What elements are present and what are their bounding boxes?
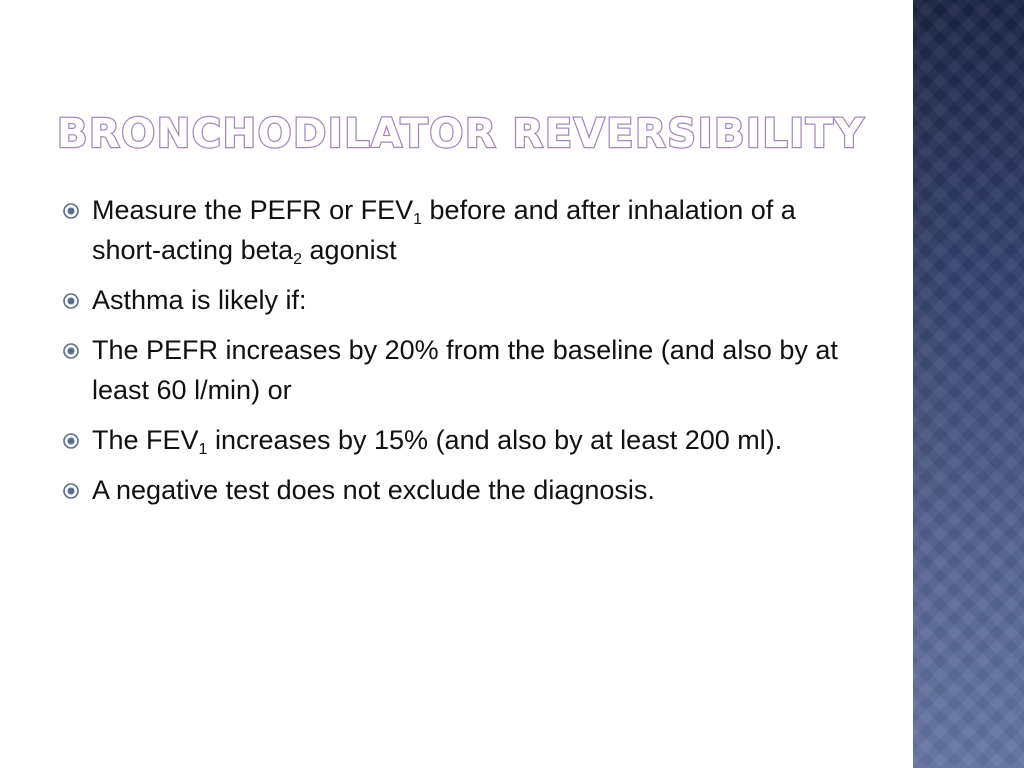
bullet-item: [62, 420, 862, 460]
bullet-item: [62, 280, 862, 320]
bullet-text: [92, 285, 307, 315]
circle-dot-icon: [62, 432, 80, 450]
bullet-list: [62, 190, 862, 520]
bullet-text: [92, 475, 655, 505]
bullet-item: [62, 190, 862, 270]
bullet-text-part: Measure the PEFR or FEV: [92, 195, 414, 225]
bullet-item: [62, 470, 862, 510]
bullet-item: [62, 330, 862, 410]
bullet-text-part: Asthma is likely if:: [92, 285, 307, 315]
circle-dot-icon: [62, 202, 80, 220]
subscript: 2: [293, 251, 303, 268]
subscript: 1: [413, 211, 423, 228]
bullet-text: [92, 195, 796, 268]
bullet-text-part: before and after inhalation of a short-acting beta: [92, 195, 796, 265]
circle-dot-icon: [62, 482, 80, 500]
bullet-text-part: increases by 15% (and also by at least 200 ml).: [207, 425, 783, 455]
decorative-side-band: [913, 0, 1024, 768]
bullet-text-part: The FEV: [92, 425, 199, 455]
slide-title: BRONCHODILATOR REVERSIBILITY: [57, 111, 865, 157]
bullet-text: [92, 335, 838, 405]
bullet-text-part: agonist: [302, 235, 397, 265]
circle-dot-icon: [62, 292, 80, 310]
bullet-text: [92, 425, 783, 458]
bullet-text-part: The PEFR increases by 20% from the baseline (and also by at least 60 l/min) or: [92, 335, 838, 405]
subscript: 1: [198, 441, 208, 458]
circle-dot-icon: [62, 342, 80, 360]
bullet-text-part: A negative test does not exclude the diagnosis.: [92, 475, 655, 505]
